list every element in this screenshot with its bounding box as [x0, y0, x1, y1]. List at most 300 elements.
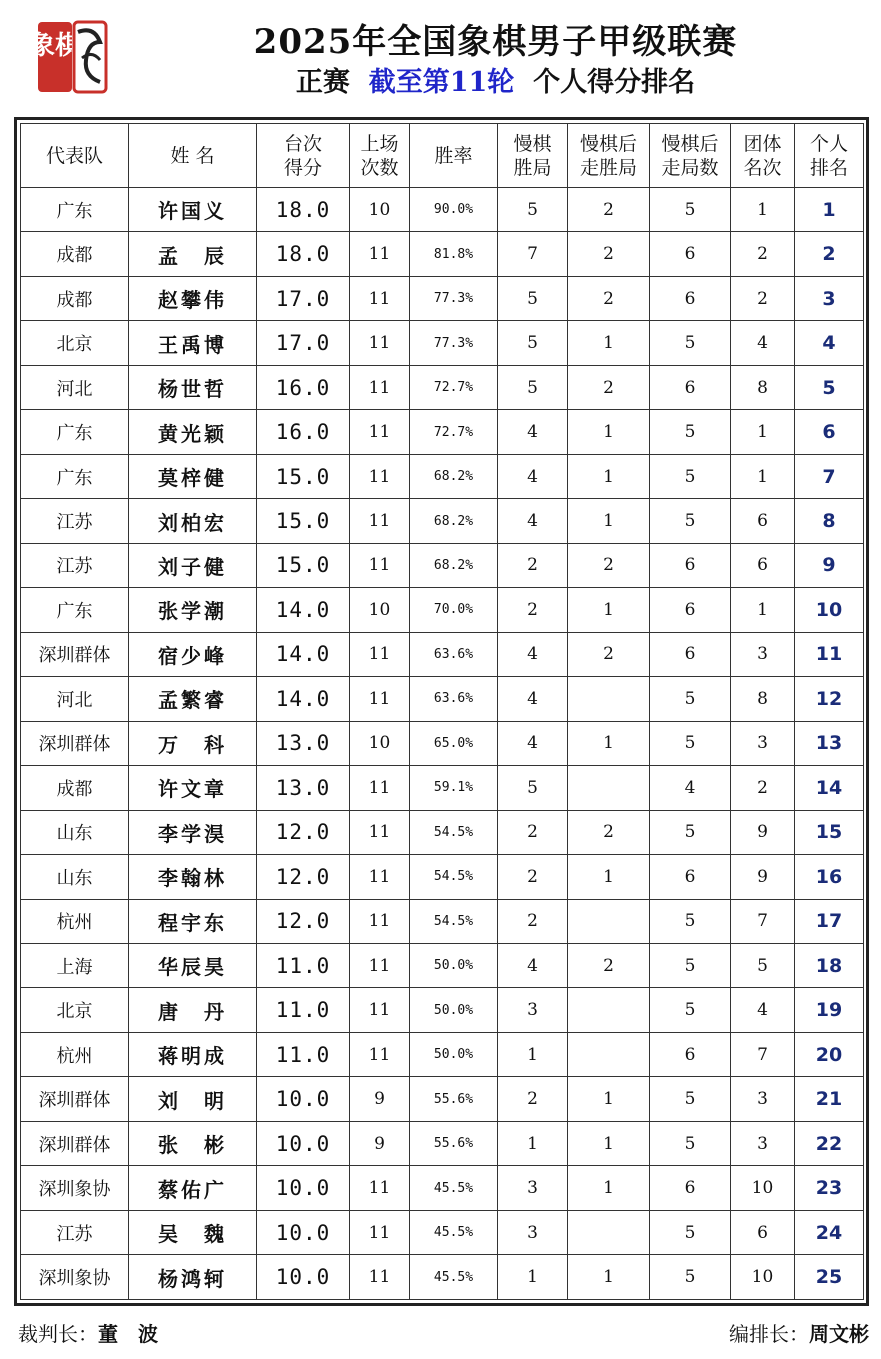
- cell-team: 成都: [21, 276, 129, 320]
- cell-wins: 5: [498, 188, 568, 232]
- cell-team-rank: 4: [731, 321, 795, 365]
- cell-rank: 1: [795, 188, 864, 232]
- cell-name: 刘子健: [129, 543, 257, 587]
- cell-score: 10.0: [257, 1210, 350, 1254]
- cell-score: 12.0: [257, 855, 350, 899]
- cell-rank: 8: [795, 499, 864, 543]
- cell-wins: 2: [498, 588, 568, 632]
- cell-back-wins: [568, 899, 650, 943]
- table-row: [21, 1032, 864, 1076]
- cell-name: 程宇东: [129, 899, 257, 943]
- cell-team-rank: 1: [731, 188, 795, 232]
- cell-back-games: 6: [650, 1032, 731, 1076]
- table-row: [21, 188, 864, 232]
- cell-back-games: 6: [650, 365, 731, 409]
- cell-team: 广东: [21, 454, 129, 498]
- header-text: 走局数: [661, 156, 719, 179]
- cell-score: 15.0: [257, 454, 350, 498]
- cell-rank: 25: [795, 1255, 864, 1300]
- table-row: [21, 677, 864, 721]
- cell-rank: 17: [795, 899, 864, 943]
- seal-icon: [28, 18, 108, 96]
- cell-wins: 4: [498, 410, 568, 454]
- cell-team-rank: 4: [731, 988, 795, 1032]
- table-row: [21, 321, 864, 365]
- cell-back-games: 4: [650, 766, 731, 810]
- cell-team: 深圳群体: [21, 1121, 129, 1165]
- cell-games: 9: [350, 1121, 410, 1165]
- header-text: 胜局: [513, 156, 552, 179]
- cell-team-rank: 8: [731, 365, 795, 409]
- header-score: [257, 124, 350, 188]
- cell-back-games: 6: [650, 1166, 731, 1210]
- cell-team: 广东: [21, 188, 129, 232]
- header-text: 团体: [743, 132, 782, 155]
- cell-rank: 20: [795, 1032, 864, 1076]
- table-row: [21, 588, 864, 632]
- cell-wins: 4: [498, 499, 568, 543]
- cell-back-games: 5: [650, 810, 731, 854]
- cell-games: 11: [350, 632, 410, 676]
- cell-score: 14.0: [257, 677, 350, 721]
- cell-team-rank: 1: [731, 410, 795, 454]
- cell-back-wins: 2: [568, 276, 650, 320]
- header-text: 胜率: [434, 144, 473, 167]
- cell-wins: 4: [498, 454, 568, 498]
- cell-score: 16.0: [257, 410, 350, 454]
- cell-team: 河北: [21, 365, 129, 409]
- cell-score: 13.0: [257, 766, 350, 810]
- cell-winrate: 55.6%: [410, 1121, 498, 1165]
- cell-team: 深圳象协: [21, 1255, 129, 1300]
- page-subtitle: [110, 60, 881, 99]
- cell-score: 14.0: [257, 588, 350, 632]
- cell-games: 11: [350, 454, 410, 498]
- subtitle-suffix: 个人得分排名: [533, 67, 696, 98]
- cell-team-rank: 3: [731, 1121, 795, 1165]
- cell-name: 杨世哲: [129, 365, 257, 409]
- cell-rank: 6: [795, 410, 864, 454]
- cell-rank: 19: [795, 988, 864, 1032]
- cell-back-wins: 1: [568, 1077, 650, 1121]
- header-team: [21, 124, 129, 188]
- cell-team: 成都: [21, 766, 129, 810]
- cell-team-rank: 6: [731, 543, 795, 587]
- arranger-name: 周文彬: [809, 1322, 869, 1346]
- cell-team-rank: 9: [731, 855, 795, 899]
- cell-games: 11: [350, 365, 410, 409]
- cell-name: 莫梓健: [129, 454, 257, 498]
- cell-team-rank: 9: [731, 810, 795, 854]
- cell-back-wins: 2: [568, 188, 650, 232]
- cell-team: 成都: [21, 232, 129, 276]
- cell-games: 11: [350, 943, 410, 987]
- cell-back-wins: 1: [568, 410, 650, 454]
- cell-team: 江苏: [21, 499, 129, 543]
- cell-rank: 9: [795, 543, 864, 587]
- cell-team: 深圳群体: [21, 721, 129, 765]
- cell-games: 11: [350, 810, 410, 854]
- cell-team: 杭州: [21, 899, 129, 943]
- header-text: 次数: [360, 156, 399, 179]
- table-row: [21, 988, 864, 1032]
- cell-back-wins: 2: [568, 943, 650, 987]
- cell-wins: 5: [498, 766, 568, 810]
- table-row: [21, 1210, 864, 1254]
- cell-winrate: 68.2%: [410, 499, 498, 543]
- cell-winrate: 77.3%: [410, 276, 498, 320]
- cell-winrate: 50.0%: [410, 988, 498, 1032]
- cell-back-games: 6: [650, 232, 731, 276]
- cell-wins: 4: [498, 943, 568, 987]
- cell-rank: 3: [795, 276, 864, 320]
- cell-games: 11: [350, 899, 410, 943]
- cell-games: 11: [350, 766, 410, 810]
- cell-back-wins: 1: [568, 454, 650, 498]
- cell-name: 张 彬: [129, 1121, 257, 1165]
- cell-wins: 5: [498, 321, 568, 365]
- cell-score: 16.0: [257, 365, 350, 409]
- cell-back-games: 5: [650, 321, 731, 365]
- arranger-label: 编排长：: [729, 1322, 809, 1346]
- cell-team-rank: 3: [731, 721, 795, 765]
- cell-winrate: 63.6%: [410, 632, 498, 676]
- cell-winrate: 68.2%: [410, 543, 498, 587]
- cell-score: 10.0: [257, 1121, 350, 1165]
- cell-team: 北京: [21, 988, 129, 1032]
- cell-team: 北京: [21, 321, 129, 365]
- table-row: [21, 721, 864, 765]
- table-row: [21, 410, 864, 454]
- cell-wins: 1: [498, 1121, 568, 1165]
- header-text: 代表队: [45, 144, 103, 167]
- cell-team: 深圳群体: [21, 632, 129, 676]
- cell-name: 王禹博: [129, 321, 257, 365]
- cell-team-rank: 3: [731, 1077, 795, 1121]
- cell-back-games: 5: [650, 899, 731, 943]
- cell-team-rank: 1: [731, 454, 795, 498]
- cell-back-games: 5: [650, 1210, 731, 1254]
- cell-wins: 5: [498, 276, 568, 320]
- header-text: 慢棋后: [661, 132, 719, 155]
- cell-winrate: 59.1%: [410, 766, 498, 810]
- cell-score: 15.0: [257, 499, 350, 543]
- cell-back-games: 5: [650, 721, 731, 765]
- header-text: 上场: [360, 132, 399, 155]
- cell-back-games: 5: [650, 1077, 731, 1121]
- referee-label: 裁判长：: [18, 1322, 98, 1346]
- cell-games: 11: [350, 499, 410, 543]
- header-text: 得分: [283, 156, 322, 179]
- cell-winrate: 45.5%: [410, 1166, 498, 1210]
- table-body: [21, 188, 864, 1300]
- cell-back-wins: 1: [568, 721, 650, 765]
- cell-name: 李翰林: [129, 855, 257, 899]
- cell-winrate: 54.5%: [410, 855, 498, 899]
- cell-team: 江苏: [21, 1210, 129, 1254]
- cell-rank: 4: [795, 321, 864, 365]
- cell-team-rank: 1: [731, 588, 795, 632]
- cell-team: 深圳象协: [21, 1166, 129, 1210]
- table-row: [21, 943, 864, 987]
- cell-games: 10: [350, 188, 410, 232]
- cell-score: 11.0: [257, 1032, 350, 1076]
- cell-wins: 7: [498, 232, 568, 276]
- cell-score: 14.0: [257, 632, 350, 676]
- header-text: 姓 名: [170, 144, 215, 167]
- cell-back-wins: [568, 766, 650, 810]
- cell-games: 11: [350, 232, 410, 276]
- table-row: [21, 543, 864, 587]
- cell-team-rank: 7: [731, 899, 795, 943]
- cell-name: 许文章: [129, 766, 257, 810]
- table-row: [21, 1077, 864, 1121]
- cell-games: 10: [350, 588, 410, 632]
- table-row: [21, 499, 864, 543]
- cell-name: 万 科: [129, 721, 257, 765]
- cell-games: 11: [350, 677, 410, 721]
- header-text: 台次: [283, 132, 322, 155]
- cell-team: 广东: [21, 588, 129, 632]
- cell-winrate: 70.0%: [410, 588, 498, 632]
- cell-back-wins: 2: [568, 232, 650, 276]
- table-row: [21, 766, 864, 810]
- cell-team-rank: 7: [731, 1032, 795, 1076]
- cell-back-wins: [568, 677, 650, 721]
- header-text: 走胜局: [579, 156, 637, 179]
- cell-team-rank: 10: [731, 1166, 795, 1210]
- cell-games: 11: [350, 1166, 410, 1210]
- cell-back-games: 5: [650, 988, 731, 1032]
- cell-wins: 2: [498, 899, 568, 943]
- cell-rank: 7: [795, 454, 864, 498]
- table-header-row: [21, 124, 864, 188]
- table-row: [21, 1121, 864, 1165]
- table-row: [21, 454, 864, 498]
- cell-wins: 4: [498, 632, 568, 676]
- cell-rank: 24: [795, 1210, 864, 1254]
- cell-back-wins: 2: [568, 810, 650, 854]
- cell-score: 11.0: [257, 943, 350, 987]
- header-back-wins: [568, 124, 650, 188]
- cell-team: 上海: [21, 943, 129, 987]
- cell-games: 11: [350, 1210, 410, 1254]
- cell-wins: 5: [498, 365, 568, 409]
- cell-score: 10.0: [257, 1166, 350, 1210]
- cell-back-games: 5: [650, 188, 731, 232]
- cell-name: 蔡佑广: [129, 1166, 257, 1210]
- cell-back-wins: 1: [568, 855, 650, 899]
- cell-rank: 21: [795, 1077, 864, 1121]
- ranking-table: [20, 123, 864, 1300]
- cell-wins: 1: [498, 1255, 568, 1300]
- cell-winrate: 77.3%: [410, 321, 498, 365]
- cell-wins: 1: [498, 1032, 568, 1076]
- cell-wins: 2: [498, 810, 568, 854]
- cell-team: 深圳群体: [21, 1077, 129, 1121]
- cell-winrate: 63.6%: [410, 677, 498, 721]
- cell-score: 12.0: [257, 810, 350, 854]
- cell-winrate: 50.0%: [410, 943, 498, 987]
- cell-back-games: 5: [650, 677, 731, 721]
- cell-games: 11: [350, 988, 410, 1032]
- cell-back-wins: 1: [568, 588, 650, 632]
- cell-winrate: 45.5%: [410, 1255, 498, 1300]
- cell-team-rank: 2: [731, 766, 795, 810]
- cell-games: 11: [350, 1032, 410, 1076]
- cell-rank: 12: [795, 677, 864, 721]
- cell-winrate: 90.0%: [410, 188, 498, 232]
- cell-games: 11: [350, 855, 410, 899]
- header-wins: [498, 124, 568, 188]
- cell-wins: 3: [498, 988, 568, 1032]
- referee-name: 董 波: [98, 1322, 158, 1346]
- cell-rank: 11: [795, 632, 864, 676]
- cell-games: 10: [350, 721, 410, 765]
- cell-rank: 2: [795, 232, 864, 276]
- cell-back-games: 5: [650, 1255, 731, 1300]
- cell-name: 刘 明: [129, 1077, 257, 1121]
- cell-name: 华辰昊: [129, 943, 257, 987]
- cell-back-wins: 1: [568, 1121, 650, 1165]
- cell-back-wins: 2: [568, 632, 650, 676]
- cell-wins: 3: [498, 1166, 568, 1210]
- cell-score: 18.0: [257, 188, 350, 232]
- cell-back-games: 6: [650, 588, 731, 632]
- header-team-rank: [731, 124, 795, 188]
- cell-score: 18.0: [257, 232, 350, 276]
- cell-winrate: 72.7%: [410, 365, 498, 409]
- table-row: [21, 365, 864, 409]
- header-text: 个人: [809, 132, 848, 155]
- cell-name: 刘柏宏: [129, 499, 257, 543]
- cell-back-wins: 1: [568, 499, 650, 543]
- cell-back-games: 5: [650, 943, 731, 987]
- table-row: [21, 899, 864, 943]
- table-row: [21, 1166, 864, 1210]
- cell-rank: 18: [795, 943, 864, 987]
- header-name: [129, 124, 257, 188]
- cell-rank: 5: [795, 365, 864, 409]
- table-row: [21, 632, 864, 676]
- cell-wins: 2: [498, 855, 568, 899]
- cell-games: 9: [350, 1077, 410, 1121]
- cell-rank: 23: [795, 1166, 864, 1210]
- cell-games: 11: [350, 1255, 410, 1300]
- cell-name: 张学潮: [129, 588, 257, 632]
- cell-team: 广东: [21, 410, 129, 454]
- cell-back-wins: 2: [568, 543, 650, 587]
- cell-name: 黄光颖: [129, 410, 257, 454]
- cell-back-wins: [568, 1032, 650, 1076]
- header-text: 慢棋后: [579, 132, 637, 155]
- cell-back-games: 5: [650, 499, 731, 543]
- cell-winrate: 65.0%: [410, 721, 498, 765]
- cell-wins: 4: [498, 677, 568, 721]
- cell-name: 吴 魏: [129, 1210, 257, 1254]
- cell-team: 山东: [21, 855, 129, 899]
- logo: [28, 18, 108, 96]
- cell-name: 杨鸿轲: [129, 1255, 257, 1300]
- cell-team: 河北: [21, 677, 129, 721]
- cell-back-games: 6: [650, 276, 731, 320]
- cell-team-rank: 2: [731, 232, 795, 276]
- cell-games: 11: [350, 543, 410, 587]
- cell-score: 11.0: [257, 988, 350, 1032]
- cell-rank: 14: [795, 766, 864, 810]
- cell-name: 蒋明成: [129, 1032, 257, 1076]
- cell-back-games: 5: [650, 410, 731, 454]
- cell-winrate: 72.7%: [410, 410, 498, 454]
- table-row: [21, 232, 864, 276]
- cell-score: 10.0: [257, 1255, 350, 1300]
- cell-score: 15.0: [257, 543, 350, 587]
- cell-team: 江苏: [21, 543, 129, 587]
- cell-score: 10.0: [257, 1077, 350, 1121]
- cell-winrate: 55.6%: [410, 1077, 498, 1121]
- table-row: [21, 855, 864, 899]
- cell-winrate: 45.5%: [410, 1210, 498, 1254]
- cell-back-games: 5: [650, 454, 731, 498]
- cell-back-wins: 1: [568, 1255, 650, 1300]
- header-winrate: [410, 124, 498, 188]
- table-row: [21, 810, 864, 854]
- cell-wins: 4: [498, 721, 568, 765]
- cell-team-rank: 10: [731, 1255, 795, 1300]
- cell-games: 11: [350, 410, 410, 454]
- subtitle-prefix: 正赛: [295, 67, 350, 98]
- cell-team: 山东: [21, 810, 129, 854]
- cell-games: 11: [350, 321, 410, 365]
- cell-winrate: 54.5%: [410, 810, 498, 854]
- ranking-table-frame: [14, 117, 869, 1306]
- table-row: [21, 276, 864, 320]
- cell-games: 11: [350, 276, 410, 320]
- cell-back-games: 6: [650, 543, 731, 587]
- cell-team-rank: 3: [731, 632, 795, 676]
- cell-score: 13.0: [257, 721, 350, 765]
- cell-team-rank: 6: [731, 1210, 795, 1254]
- header-games: [350, 124, 410, 188]
- cell-team-rank: 5: [731, 943, 795, 987]
- cell-team-rank: 8: [731, 677, 795, 721]
- cell-rank: 15: [795, 810, 864, 854]
- cell-score: 17.0: [257, 276, 350, 320]
- cell-wins: 2: [498, 1077, 568, 1121]
- cell-team-rank: 6: [731, 499, 795, 543]
- cell-name: 李学淏: [129, 810, 257, 854]
- cell-name: 唐 丹: [129, 988, 257, 1032]
- cell-winrate: 50.0%: [410, 1032, 498, 1076]
- cell-back-wins: 1: [568, 321, 650, 365]
- logo-char-1: 象棋: [28, 31, 82, 61]
- cell-back-wins: 2: [568, 365, 650, 409]
- footer-arranger: [729, 1318, 869, 1347]
- cell-back-games: 6: [650, 855, 731, 899]
- cell-winrate: 68.2%: [410, 454, 498, 498]
- subtitle-highlight: 截至第11轮: [368, 67, 515, 98]
- cell-back-wins: 1: [568, 1166, 650, 1210]
- cell-winrate: 81.8%: [410, 232, 498, 276]
- header-text: 名次: [743, 156, 782, 179]
- cell-back-games: 5: [650, 1121, 731, 1165]
- cell-score: 17.0: [257, 321, 350, 365]
- footer-referee: [18, 1318, 158, 1347]
- cell-name: 许国义: [129, 188, 257, 232]
- cell-rank: 22: [795, 1121, 864, 1165]
- cell-name: 孟 辰: [129, 232, 257, 276]
- cell-team: 杭州: [21, 1032, 129, 1076]
